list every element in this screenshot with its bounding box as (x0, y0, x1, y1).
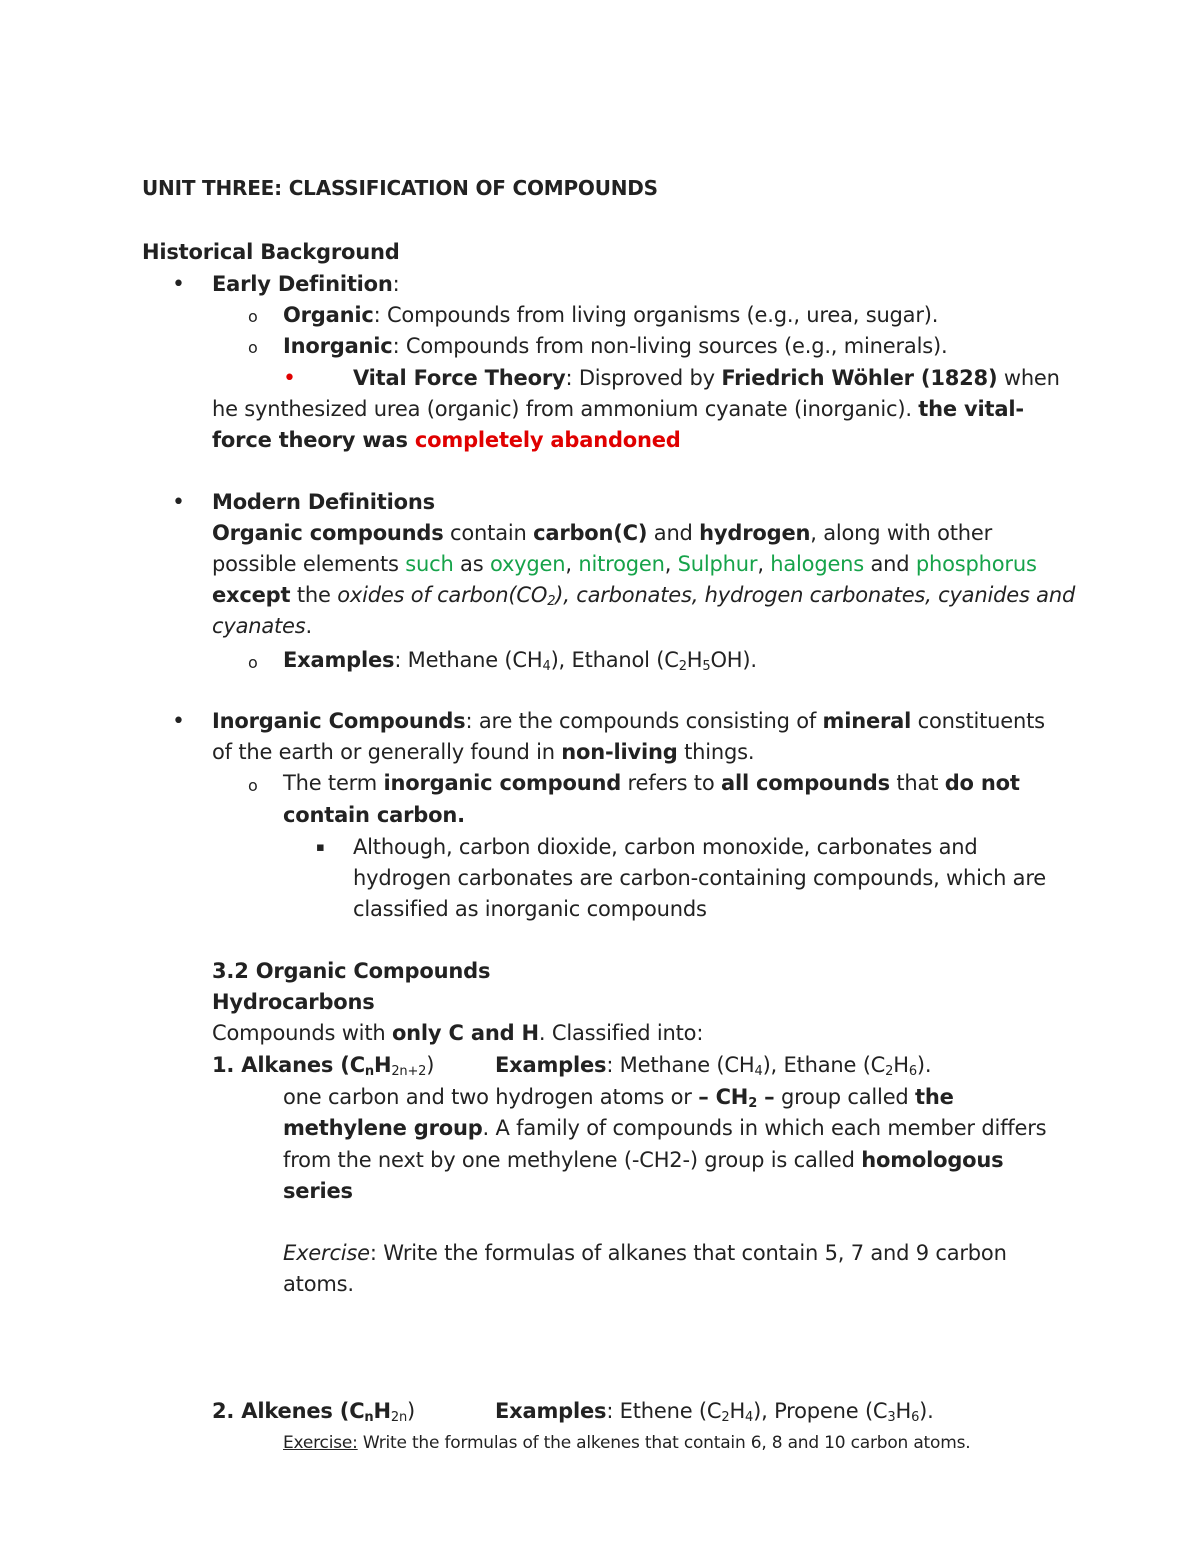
alkenes-exercise: Exercise: Write the formulas of the alkenes that contain 6, 8 and 10 carbon atoms. (283, 1433, 971, 1453)
historical-heading: Historical Background (142, 240, 400, 264)
vital-force-line2: he synthesized urea (organic) from ammonium cyanate (inorganic). the vital- (212, 397, 1024, 421)
modern-line2: possible elements such as oxygen, nitrogen, Sulphur, halogens and phosphorus (212, 552, 1037, 576)
red-bullet-icon: • (283, 366, 296, 391)
alkanes-heading: 1. Alkanes $(C_nH_{2n+2})$ (212, 1053, 435, 1079)
square-bullet-icon: ▪ (316, 840, 325, 855)
circle-bullet-icon: o (248, 307, 258, 326)
inorganic-sub-line2: contain carbon. (283, 803, 465, 827)
circle-bullet-icon: o (248, 653, 258, 672)
inorganic-note2: hydrogen carbonates are carbon-containing compounds, which are (353, 866, 1047, 890)
bullet-icon: • (172, 272, 185, 297)
alkanes-exercise-cont: atoms. (283, 1272, 354, 1296)
organic-heading: 3.2 Organic Compounds (212, 959, 491, 983)
modern-line3: except the oxides of $carbon(CO_2)$, carbonates, hydrogen carbonates, cyanides and (212, 583, 1076, 609)
alkanes-desc3: from the next by one methylene (-CH2-) group is called homologous (283, 1148, 1004, 1172)
hydrocarbons-heading: Hydrocarbons (212, 990, 375, 1014)
circle-bullet-icon: o (248, 338, 258, 357)
alkanes-desc4: series (283, 1179, 353, 1203)
modern-line4: cyanates. (212, 614, 312, 638)
inorganic-note1: Although, carbon dioxide, carbon monoxide, carbonates and (353, 835, 978, 859)
alkanes-exercise: Exercise: Write the formulas of alkanes that contain 5, 7 and 9 carbon (283, 1241, 1007, 1265)
bullet-icon: • (172, 709, 185, 734)
alkenes-heading: 2. Alkenes $(C_nH_{2n})$ (212, 1399, 415, 1425)
inorganic-line2: of the earth or generally found in non-living things. (212, 740, 755, 764)
organic-early: Organic: Compounds from living organisms (e.g., urea, sugar). (283, 303, 939, 327)
vital-force-line3: force theory was completely abandoned (212, 428, 681, 452)
inorganic-sub-line1: The term inorganic compound refers to all compounds that do not (283, 771, 1020, 795)
inorganic-note3: classified as inorganic compounds (353, 897, 707, 921)
page-title: UNIT THREE: CLASSIFICATION OF COMPOUNDS (142, 176, 658, 200)
alkenes-examples: Examples: Ethene $(C_2H_4)$, Propene $(C_3H_6)$. (495, 1399, 934, 1425)
modern-line1: Organic compounds contain carbon(C) and hydrogen, along with other (212, 521, 993, 545)
early-definition: Early Definition: (212, 272, 400, 296)
alkanes-desc2: methylene group. A family of compounds in which each member differs (283, 1116, 1047, 1140)
modern-heading: Modern Definitions (212, 490, 435, 514)
alkanes-desc1: one carbon and two hydrogen atoms or – $CH_2$ – group called the (283, 1085, 954, 1111)
vital-force-line1: Vital Force Theory: Disproved by Friedrich Wöhler (1828) when (353, 366, 1060, 390)
hydrocarbons-intro: Compounds with only C and H. Classified into: (212, 1021, 704, 1045)
bullet-icon: • (172, 490, 185, 515)
modern-examples: Examples: Methane $(CH_4)$, Ethanol $(C_2H_5OH)$. (283, 648, 757, 674)
inorganic-early: Inorganic: Compounds from non-living sources (e.g., minerals). (283, 334, 948, 358)
inorganic-line1: Inorganic Compounds: are the compounds consisting of mineral constituents (212, 709, 1045, 733)
circle-bullet-icon: o (248, 776, 258, 795)
alkanes-examples: Examples: Methane $(CH_4)$, Ethane $(C_2H_6)$. (495, 1053, 932, 1079)
